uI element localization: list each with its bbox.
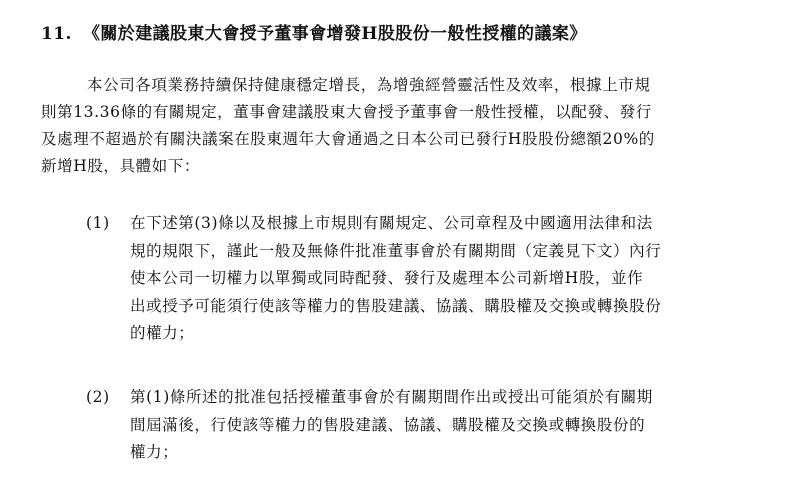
list-item-line: 在下述第(3)條以及根據上市規則有關規定、公司章程及中國適用法律和法 (130, 214, 653, 232)
list-item-body (130, 384, 720, 467)
intro-line: 及處理不超過於有關決議案在股東週年大會通過之日本公司已發行H股股份總額20%的 (41, 130, 655, 148)
list-item-marker: (2) (86, 388, 110, 406)
intro-line: 新增H股，具體如下： (41, 157, 201, 175)
list-item-line: 的權力； (130, 324, 195, 342)
list-item-line: 間屆滿後，行使該等權力的售股建議、協議、購股權及交換或轉換股份的 (130, 415, 646, 434)
intro-line: 本公司各項業務持續保持健康穩定增長，為增強經營靈活性及效率，根據上市規 (87, 76, 651, 94)
intro-paragraph (41, 72, 711, 180)
section-number: 11. (41, 24, 72, 44)
list-item-line: 出或授予可能須行使該等權力的售股建議、協議、購股權及交換或轉換股份 (130, 296, 662, 315)
intro-line: 則第13.36條的有關規定，董事會建議股東大會授予董事會一般性授權，以配發、發行 (41, 103, 652, 121)
list-item-line: 使本公司一切權力以單獨或同時配發、發行及處理本公司新增H股，並作 (130, 269, 644, 287)
list-item-line: 權力； (130, 443, 179, 461)
list-item-line: 第(1)條所述的批准包括授權董事會於有關期間作出或授出可能須於有關期 (130, 388, 653, 406)
section-title: 《關於建議股東大會授予董事會增發H股股份一般性授權的議案》 (83, 24, 587, 44)
section-heading (41, 19, 587, 44)
list-item-line: 規的規限下，謹此一般及無條件批准董事會於有關期間（定義見下文）內行 (130, 241, 662, 260)
list-item-marker: (1) (86, 214, 110, 232)
list-item-body (130, 210, 720, 348)
